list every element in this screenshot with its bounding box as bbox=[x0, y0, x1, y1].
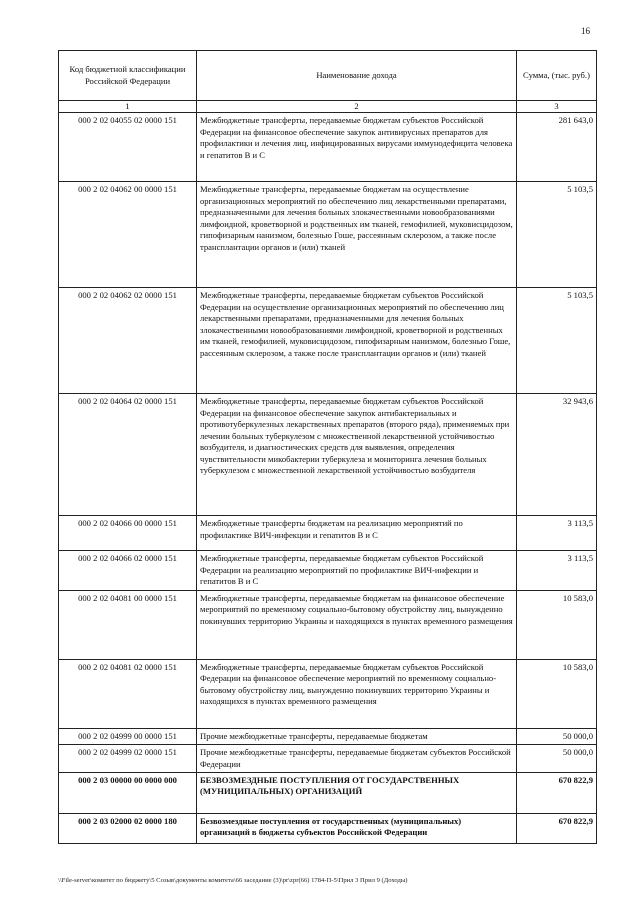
row-amount: 10 583,0 bbox=[517, 659, 597, 728]
row-name: Прочие межбюджетные трансферты, передаваемые бюджетам субъектов Российской Федерации bbox=[197, 745, 517, 773]
table-header-row bbox=[59, 51, 597, 101]
row-amount: 281 643,0 bbox=[517, 113, 597, 182]
table-row bbox=[59, 288, 597, 394]
page-number: 16 bbox=[581, 26, 590, 36]
row-name: БЕЗВОЗМЕЗДНЫЕ ПОСТУПЛЕНИЯ ОТ ГОСУДАРСТВЕННЫХ (МУНИЦИПАЛЬНЫХ) ОРГАНИЗАЦИЙ bbox=[197, 772, 517, 813]
row-amount: 10 583,0 bbox=[517, 590, 597, 659]
table-row bbox=[59, 516, 597, 551]
row-amount: 32 943,6 bbox=[517, 394, 597, 516]
table-body bbox=[59, 113, 597, 844]
table-row bbox=[59, 182, 597, 288]
row-amount: 5 103,5 bbox=[517, 182, 597, 288]
row-name: Безвозмездные поступления от государственных (муниципальных) организаций в бюджеты субъектов Российской Федерации bbox=[197, 813, 517, 843]
revenue-table bbox=[58, 50, 597, 844]
row-code: 000 2 02 04064 02 0000 151 bbox=[59, 394, 197, 516]
table-row bbox=[59, 551, 597, 590]
row-code: 000 2 02 04999 00 0000 151 bbox=[59, 728, 197, 744]
row-name: Межбюджетные трансферты, передаваемые бюджетам субъектов Российской Федерации на реализацию мероприятий по профилактике ВИЧ-инфекции и гепатитов В и С bbox=[197, 551, 517, 590]
row-code: 000 2 02 04062 00 0000 151 bbox=[59, 182, 197, 288]
row-name: Межбюджетные трансферты бюджетам на реализацию мероприятий по профилактике ВИЧ-инфекции и гепатитов В и С bbox=[197, 516, 517, 551]
row-name: Межбюджетные трансферты, передаваемые бюджетам субъектов Российской Федерации на финансовое обеспечение закупок антибактериальных и противотуберкулезных лекарственных препаратов (второго ряда), применяемых при лечении больных туберкулезом с множественной лекарственной устойчивостью возбудителя, и диагностических средств для выявления, определения чувствительности микобактерии туберкулеза и мониторинга лечения больных туберкулезом с множественной лекарственной устойчивостью возбудителя bbox=[197, 394, 517, 516]
row-name: Межбюджетные трансферты, передаваемые бюджетам субъектов Российской Федерации на финансовое обеспечение мероприятий по временному социально-бытовому обустройству лиц, вынужденно покинувших территорию Украины и находящихся в пунктах временного размещения bbox=[197, 659, 517, 728]
header-name: Наименование дохода bbox=[197, 51, 517, 101]
row-name: Межбюджетные трансферты, передаваемые бюджетам субъектов Российской Федерации на финансовое обеспечение закупок антивирусных препаратов для профилактики и лечения лиц, инфицированных вирусами иммунодефицита человека и гепатитов В и С bbox=[197, 113, 517, 182]
header-code: Код бюджетной классификации Российской Федерации bbox=[59, 51, 197, 101]
row-amount: 670 822,9 bbox=[517, 772, 597, 813]
table-row bbox=[59, 745, 597, 773]
row-code: 000 2 03 02000 02 0000 180 bbox=[59, 813, 197, 843]
row-code: 000 2 03 00000 00 0000 000 bbox=[59, 772, 197, 813]
col-number-1: 1 bbox=[59, 101, 197, 113]
row-amount: 670 822,9 bbox=[517, 813, 597, 843]
row-code: 000 2 02 04055 02 0000 151 bbox=[59, 113, 197, 182]
row-amount: 3 113,5 bbox=[517, 516, 597, 551]
col-number-3: 3 bbox=[517, 101, 597, 113]
col-number-2: 2 bbox=[197, 101, 517, 113]
row-amount: 3 113,5 bbox=[517, 551, 597, 590]
row-code: 000 2 02 04081 02 0000 151 bbox=[59, 659, 197, 728]
row-name: Межбюджетные трансферты, передаваемые бюджетам на финансовое обеспечение мероприятий по временному социально-бытовому обустройству лиц, вынужденно покинувших территорию Украины и находящихся в пунктах временного размещения bbox=[197, 590, 517, 659]
row-code: 000 2 02 04066 00 0000 151 bbox=[59, 516, 197, 551]
table-row bbox=[59, 659, 597, 728]
column-number-row bbox=[59, 101, 597, 113]
table-row bbox=[59, 772, 597, 813]
row-name: Прочие межбюджетные трансферты, передаваемые бюджетам bbox=[197, 728, 517, 744]
row-name: Межбюджетные трансферты, передаваемые бюджетам субъектов Российской Федерации на осуществление организационных мероприятий по обеспечению лиц лекарственными препаратами, предназначенными для лечения больных злокачественными новообразованиями лимфоидной, кроветворной и родственных им тканей, гемофилией, муковисцидозом, гипофизарным нанизмом, болезнью Гоше, рассеянным склерозом, а также после трансплантации органов и (или) тканей bbox=[197, 288, 517, 394]
file-path-footer: \\File-server\комитет по бюджету\5 Созыв\документы комитета\66 заседание (3)\pr\zpr(66) 1784-П-5\Прил 3 Прил 9 (Доходы) bbox=[58, 877, 408, 884]
row-amount: 5 103,5 bbox=[517, 288, 597, 394]
table-row bbox=[59, 590, 597, 659]
table-row bbox=[59, 113, 597, 182]
row-code: 000 2 02 04081 00 0000 151 bbox=[59, 590, 197, 659]
table-row bbox=[59, 813, 597, 843]
row-amount: 50 000,0 bbox=[517, 728, 597, 744]
table-row bbox=[59, 394, 597, 516]
row-amount: 50 000,0 bbox=[517, 745, 597, 773]
row-code: 000 2 02 04066 02 0000 151 bbox=[59, 551, 197, 590]
row-code: 000 2 02 04999 02 0000 151 bbox=[59, 745, 197, 773]
table-row bbox=[59, 728, 597, 744]
row-name: Межбюджетные трансферты, передаваемые бюджетам на осуществление организационных мероприятий по обеспечению лиц лекарственными препаратами, предназначенными для лечения больных злокачественными новообразованиями лимфоидной, кроветворной и родственных им тканей, гемофилией, муковисцидозом, гипофизарным нанизмом, болезнью Гоше, рассеянным склерозом, а также после трансплантации органов и (или) тканей bbox=[197, 182, 517, 288]
header-amount: Сумма, (тыс. руб.) bbox=[517, 51, 597, 101]
row-code: 000 2 02 04062 02 0000 151 bbox=[59, 288, 197, 394]
